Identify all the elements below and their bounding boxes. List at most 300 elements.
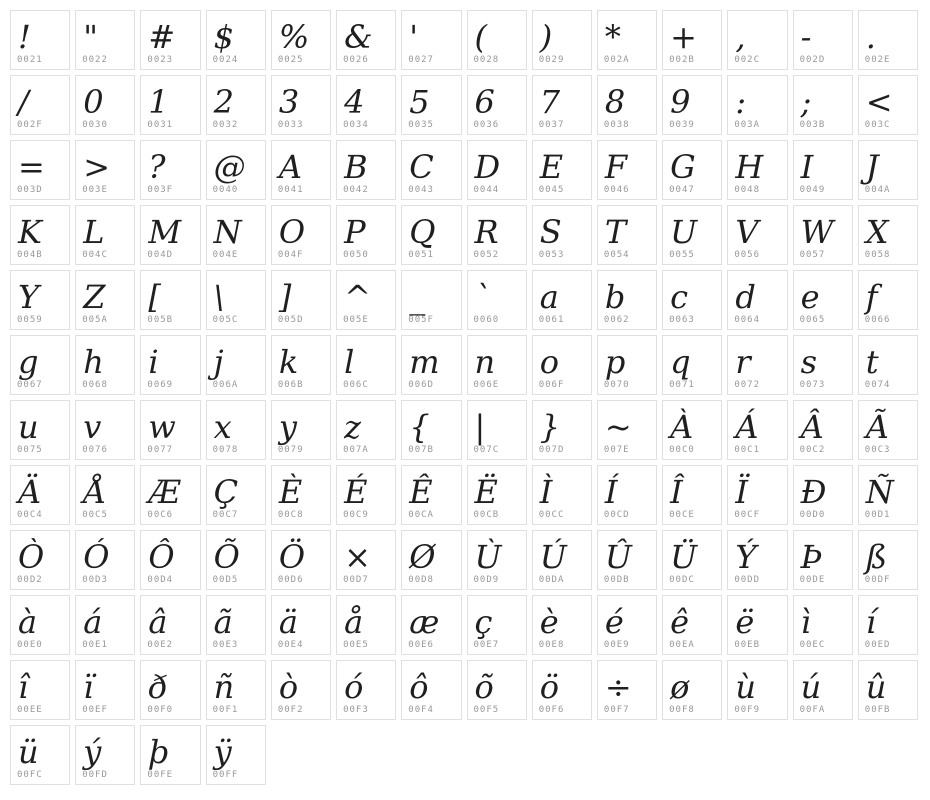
glyph-cell[interactable] [206, 205, 266, 265]
glyph: ô [409, 668, 429, 706]
glyph-cell[interactable] [532, 335, 592, 395]
glyph-code-label: 00C1 [734, 445, 761, 455]
glyph-cell[interactable] [75, 75, 135, 135]
glyph: - [800, 18, 812, 56]
glyph: h [83, 343, 104, 381]
glyph-cell[interactable] [793, 270, 853, 330]
glyph-cell[interactable] [271, 465, 331, 525]
glyph-cell[interactable] [140, 335, 200, 395]
glyph-cell[interactable] [206, 660, 266, 720]
glyph: û [865, 668, 887, 706]
glyph-cell[interactable] [271, 270, 331, 330]
glyph-cell[interactable] [336, 140, 396, 200]
glyph-cell[interactable] [467, 595, 527, 655]
glyph-code-label: 0039 [669, 120, 695, 130]
glyph-cell[interactable] [662, 335, 722, 395]
glyph-cell[interactable] [10, 10, 70, 70]
glyph: { [409, 408, 430, 446]
glyph: Í [604, 473, 618, 511]
glyph-code-label: 00C6 [147, 510, 174, 520]
glyph-code-label: 003D [17, 185, 43, 195]
glyph-code-label: 0067 [17, 380, 43, 390]
glyph-cell[interactable] [10, 400, 70, 460]
glyph: t [865, 343, 879, 381]
glyph-cell[interactable] [467, 660, 527, 720]
glyph-code-label: 005E [343, 315, 369, 325]
glyph-code-label: 0042 [343, 185, 369, 195]
glyph-code-label: 0060 [473, 315, 500, 325]
glyph-cell[interactable] [597, 335, 657, 395]
glyph-cell[interactable] [793, 465, 853, 525]
glyph: õ [474, 668, 494, 706]
glyph-cell[interactable] [532, 595, 592, 655]
glyph-cell[interactable] [75, 465, 135, 525]
glyph: à [18, 603, 38, 641]
glyph: ê [670, 603, 690, 641]
glyph-code-label: 0065 [799, 315, 826, 325]
glyph-code-label: 00DF [864, 575, 891, 585]
glyph-code-label: 007E [603, 445, 630, 455]
glyph-code-label: 004D [147, 250, 174, 260]
glyph: ù [735, 668, 756, 706]
glyph-cell[interactable] [206, 530, 266, 590]
glyph-cell[interactable] [206, 10, 266, 70]
glyph-cell[interactable] [467, 465, 527, 525]
glyph: p [604, 343, 626, 381]
glyph-cell[interactable] [858, 530, 918, 590]
glyph: d [735, 278, 756, 316]
glyph-code-label: 006D [408, 380, 434, 390]
glyph-cell[interactable] [336, 10, 396, 70]
glyph-cell[interactable] [793, 205, 853, 265]
glyph-code-label: 0036 [473, 120, 500, 130]
glyph-code-label: 0051 [408, 250, 434, 260]
glyph-cell[interactable] [597, 400, 657, 460]
glyph-code-label: 00C2 [799, 445, 826, 455]
glyph-cell[interactable] [662, 270, 722, 330]
glyph-code-label: 005A [82, 315, 108, 325]
glyph: ï [83, 668, 94, 706]
glyph-cell[interactable] [271, 595, 331, 655]
glyph-cell[interactable] [75, 400, 135, 460]
glyph-cell[interactable] [75, 140, 135, 200]
glyph: & [344, 18, 373, 56]
glyph-code-label: 003C [864, 120, 891, 130]
glyph-code-label: 00EB [734, 640, 761, 650]
glyph-cell[interactable] [858, 595, 918, 655]
glyph-cell[interactable] [10, 465, 70, 525]
glyph-cell[interactable] [727, 530, 787, 590]
glyph-code-label: 0034 [343, 120, 369, 130]
glyph: ( [474, 18, 487, 56]
glyph-code-label: 006A [212, 380, 239, 390]
glyph-code-label: 00FE [147, 770, 174, 780]
glyph-cell[interactable] [662, 400, 722, 460]
glyph-cell[interactable] [271, 10, 331, 70]
glyph: P [344, 213, 366, 251]
glyph: þ [148, 733, 169, 771]
glyph: L [83, 213, 105, 251]
glyph: Û [604, 538, 632, 576]
glyph-cell[interactable] [467, 270, 527, 330]
glyph-code-label: 00F2 [277, 705, 304, 715]
glyph-code-label: 004A [864, 185, 891, 195]
glyph: % [278, 18, 310, 56]
glyph: 9 [670, 83, 691, 121]
glyph-cell[interactable] [206, 270, 266, 330]
glyph: Á [735, 408, 759, 446]
glyph-cell[interactable] [401, 400, 461, 460]
glyph-code-label: 00E1 [82, 640, 108, 650]
glyph-cell[interactable] [858, 205, 918, 265]
glyph-code-label: 00D5 [212, 575, 239, 585]
glyph: v [83, 408, 102, 446]
glyph-code-label: 00D4 [147, 575, 174, 585]
glyph-code-label: 0077 [147, 445, 174, 455]
glyph-cell[interactable] [10, 270, 70, 330]
glyph: È [278, 473, 303, 511]
glyph: T [604, 213, 627, 251]
glyph-cell[interactable] [532, 660, 592, 720]
glyph-code-label: 0041 [277, 185, 304, 195]
glyph-cell[interactable] [336, 465, 396, 525]
glyph-code-label: 00DD [734, 575, 761, 585]
glyph: ö [539, 668, 559, 706]
glyph-cell[interactable] [206, 725, 266, 785]
glyph-code-label: 0021 [17, 55, 43, 65]
glyph-code-label: 00C0 [669, 445, 695, 455]
glyph-cell[interactable] [662, 10, 722, 70]
glyph-cell[interactable] [140, 530, 200, 590]
glyph: | [474, 408, 486, 446]
glyph: á [83, 603, 103, 641]
glyph: _ [409, 278, 426, 316]
glyph-cell[interactable] [532, 140, 592, 200]
glyph: 0 [83, 83, 104, 121]
glyph-cell[interactable] [727, 270, 787, 330]
glyph-code-label: 0069 [147, 380, 174, 390]
glyph-cell[interactable] [727, 75, 787, 135]
glyph-cell[interactable] [271, 530, 331, 590]
glyph-cell[interactable] [858, 465, 918, 525]
glyph-cell[interactable] [597, 205, 657, 265]
glyph: ú [800, 668, 822, 706]
glyph-code-label: 00C9 [343, 510, 369, 520]
glyph-cell[interactable] [597, 75, 657, 135]
glyph: O [278, 213, 306, 251]
glyph: î [18, 668, 29, 706]
glyph-cell[interactable] [532, 530, 592, 590]
glyph-cell[interactable] [793, 140, 853, 200]
glyph-cell[interactable] [206, 595, 266, 655]
glyph-cell[interactable] [727, 400, 787, 460]
glyph-cell[interactable] [727, 595, 787, 655]
glyph-cell[interactable] [75, 660, 135, 720]
glyph-cell[interactable] [467, 10, 527, 70]
glyph-cell[interactable] [271, 660, 331, 720]
glyph-cell[interactable] [532, 465, 592, 525]
glyph-cell[interactable] [793, 75, 853, 135]
glyph: Ö [278, 538, 306, 576]
glyph: ã [213, 603, 233, 641]
glyph: o [539, 343, 559, 381]
glyph-cell[interactable] [336, 75, 396, 135]
glyph: é [604, 603, 624, 641]
glyph-cell[interactable] [10, 205, 70, 265]
glyph-cell[interactable] [662, 75, 722, 135]
glyph-cell[interactable] [140, 465, 200, 525]
glyph-cell[interactable] [597, 10, 657, 70]
glyph-cell[interactable] [401, 270, 461, 330]
glyph-cell[interactable] [662, 140, 722, 200]
glyph-cell[interactable] [336, 205, 396, 265]
glyph-cell[interactable] [401, 660, 461, 720]
glyph: Ë [474, 473, 498, 511]
glyph-cell[interactable] [336, 595, 396, 655]
glyph-cell[interactable] [858, 140, 918, 200]
glyph-cell[interactable] [401, 205, 461, 265]
glyph: E [539, 148, 564, 186]
glyph-code-label: 00CA [408, 510, 434, 520]
glyph-cell[interactable] [662, 205, 722, 265]
glyph-code-label: 00F6 [538, 705, 565, 715]
glyph-cell[interactable] [10, 725, 70, 785]
glyph-code-label: 00E6 [408, 640, 434, 650]
glyph-cell[interactable] [727, 140, 787, 200]
glyph-cell[interactable] [140, 140, 200, 200]
glyph-cell[interactable] [10, 660, 70, 720]
glyph-cell[interactable] [206, 335, 266, 395]
glyph-cell[interactable] [662, 465, 722, 525]
glyph-cell[interactable] [140, 205, 200, 265]
glyph-cell[interactable] [727, 335, 787, 395]
glyph-code-label: 0044 [473, 185, 500, 195]
glyph-cell[interactable] [336, 660, 396, 720]
glyph: 6 [474, 83, 495, 121]
glyph-cell[interactable] [597, 530, 657, 590]
glyph-cell[interactable] [793, 595, 853, 655]
glyph: Ø [409, 538, 436, 576]
glyph-cell[interactable] [401, 595, 461, 655]
glyph-code-label: 002E [864, 55, 891, 65]
glyph-cell[interactable] [336, 335, 396, 395]
glyph-cell[interactable] [793, 530, 853, 590]
glyph-cell[interactable] [858, 75, 918, 135]
glyph: k [278, 343, 299, 381]
glyph: Y [18, 278, 40, 316]
glyph: [ [148, 278, 161, 316]
glyph-code-label: 0031 [147, 120, 174, 130]
glyph-code-label: 00E3 [212, 640, 239, 650]
glyph: â [148, 603, 168, 641]
glyph-cell[interactable] [271, 400, 331, 460]
glyph-cell[interactable] [858, 400, 918, 460]
glyph-code-label: 0024 [212, 55, 239, 65]
glyph: \ [213, 278, 225, 316]
glyph-cell[interactable] [75, 595, 135, 655]
glyph-cell[interactable] [140, 10, 200, 70]
glyph: J [865, 148, 879, 186]
glyph-code-label: 00C3 [864, 445, 891, 455]
glyph-cell[interactable] [858, 270, 918, 330]
glyph-cell[interactable] [10, 140, 70, 200]
glyph: l [344, 343, 355, 381]
glyph-cell[interactable] [336, 270, 396, 330]
glyph-code-label: 00F7 [603, 705, 630, 715]
glyph-cell[interactable] [727, 465, 787, 525]
glyph: I [800, 148, 814, 186]
glyph-code-label: 0035 [408, 120, 434, 130]
glyph: ! [18, 18, 31, 56]
glyph-cell[interactable] [662, 660, 722, 720]
glyph-cell[interactable] [206, 140, 266, 200]
glyph-cell[interactable] [597, 595, 657, 655]
glyph-cell[interactable] [271, 140, 331, 200]
glyph-code-label: 0061 [538, 315, 565, 325]
glyph-cell[interactable] [75, 725, 135, 785]
glyph-cell[interactable] [532, 10, 592, 70]
glyph-code-label: 00FD [82, 770, 108, 780]
glyph-cell[interactable] [401, 465, 461, 525]
glyph-code-label: 0058 [864, 250, 891, 260]
glyph: ç [474, 603, 493, 641]
glyph: r [735, 343, 751, 381]
glyph-cell[interactable] [271, 75, 331, 135]
glyph: ñ [213, 668, 235, 706]
glyph-cell[interactable] [140, 595, 200, 655]
glyph-cell[interactable] [140, 660, 200, 720]
glyph-cell[interactable] [271, 335, 331, 395]
glyph-cell[interactable] [727, 10, 787, 70]
glyph: z [344, 408, 361, 446]
glyph: Ù [474, 538, 502, 576]
glyph-cell[interactable] [532, 270, 592, 330]
glyph-cell[interactable] [597, 465, 657, 525]
glyph-code-label: 0066 [864, 315, 891, 325]
glyph: Ü [670, 538, 698, 576]
glyph-code-label: 0054 [603, 250, 630, 260]
glyph-code-label: 0028 [473, 55, 500, 65]
glyph: e [800, 278, 820, 316]
glyph-cell[interactable] [206, 400, 266, 460]
glyph-code-label: 00E9 [603, 640, 630, 650]
glyph-cell[interactable] [597, 140, 657, 200]
glyph-cell[interactable] [467, 530, 527, 590]
glyph-cell[interactable] [793, 400, 853, 460]
glyph: ì [800, 603, 811, 641]
glyph-cell[interactable] [858, 660, 918, 720]
glyph-code-label: 003E [82, 185, 108, 195]
glyph-cell[interactable] [467, 335, 527, 395]
glyph: Ê [409, 473, 433, 511]
glyph-cell[interactable] [271, 205, 331, 265]
glyph-cell[interactable] [467, 75, 527, 135]
glyph-code-label: 0076 [82, 445, 108, 455]
glyph-cell[interactable] [532, 75, 592, 135]
glyph: y [278, 408, 297, 446]
glyph-cell[interactable] [662, 595, 722, 655]
glyph-code-label: 0026 [343, 55, 369, 65]
glyph-cell[interactable] [10, 335, 70, 395]
glyph-cell[interactable] [206, 465, 266, 525]
glyph-cell[interactable] [336, 530, 396, 590]
glyph-code-label: 0046 [603, 185, 630, 195]
glyph-cell[interactable] [140, 270, 200, 330]
glyph-cell[interactable] [10, 595, 70, 655]
glyph-code-label: 0052 [473, 250, 500, 260]
glyph-cell[interactable] [467, 140, 527, 200]
glyph-cell[interactable] [75, 205, 135, 265]
glyph-code-label: 00DA [538, 575, 565, 585]
glyph-cell[interactable] [597, 270, 657, 330]
glyph-cell[interactable] [793, 335, 853, 395]
glyph-code-label: 006B [277, 380, 304, 390]
glyph-code-label: 0055 [669, 250, 695, 260]
glyph-cell[interactable] [662, 530, 722, 590]
glyph: # [148, 18, 176, 56]
glyph-code-label: 0043 [408, 185, 434, 195]
glyph-cell[interactable] [401, 140, 461, 200]
glyph-code-label: 002F [17, 120, 43, 130]
glyph-code-label: 007D [538, 445, 565, 455]
glyph-cell[interactable] [140, 725, 200, 785]
glyph-code-label: 0074 [864, 380, 891, 390]
glyph-cell[interactable] [727, 205, 787, 265]
glyph-code-label: 0056 [734, 250, 761, 260]
glyph-code-label: 00E0 [17, 640, 43, 650]
glyph-cell[interactable] [75, 270, 135, 330]
glyph-cell[interactable] [75, 335, 135, 395]
glyph-cell[interactable] [401, 75, 461, 135]
glyph-cell[interactable] [401, 335, 461, 395]
glyph-cell[interactable] [793, 660, 853, 720]
glyph-cell[interactable] [467, 400, 527, 460]
glyph-cell[interactable] [793, 10, 853, 70]
glyph-code-label: 00C4 [17, 510, 43, 520]
glyph-cell[interactable] [10, 530, 70, 590]
glyph-cell[interactable] [140, 400, 200, 460]
glyph-code-label: 0023 [147, 55, 174, 65]
glyph: j [213, 343, 224, 381]
glyph: A [278, 148, 302, 186]
glyph-code-label: 00D1 [864, 510, 891, 520]
glyph-cell[interactable] [532, 400, 592, 460]
glyph-cell[interactable] [140, 75, 200, 135]
glyph-cell[interactable] [75, 10, 135, 70]
glyph-cell[interactable] [727, 660, 787, 720]
glyph: 7 [539, 83, 561, 121]
glyph-cell[interactable] [75, 530, 135, 590]
glyph: , [735, 18, 746, 56]
glyph-code-label: 00EA [669, 640, 695, 650]
glyph-cell[interactable] [532, 205, 592, 265]
glyph: Õ [213, 538, 240, 576]
glyph-code-label: 00D7 [343, 575, 369, 585]
glyph-cell[interactable] [206, 75, 266, 135]
glyph-cell[interactable] [401, 530, 461, 590]
glyph-cell[interactable] [597, 660, 657, 720]
glyph-cell[interactable] [401, 10, 461, 70]
glyph-cell[interactable] [858, 10, 918, 70]
glyph: ^ [344, 278, 371, 316]
glyph-cell[interactable] [467, 205, 527, 265]
glyph: ÿ [213, 733, 232, 771]
glyph-cell[interactable] [858, 335, 918, 395]
glyph-cell[interactable] [336, 400, 396, 460]
glyph-code-label: 00D8 [408, 575, 434, 585]
glyph: / [18, 83, 29, 121]
glyph-cell[interactable] [10, 75, 70, 135]
